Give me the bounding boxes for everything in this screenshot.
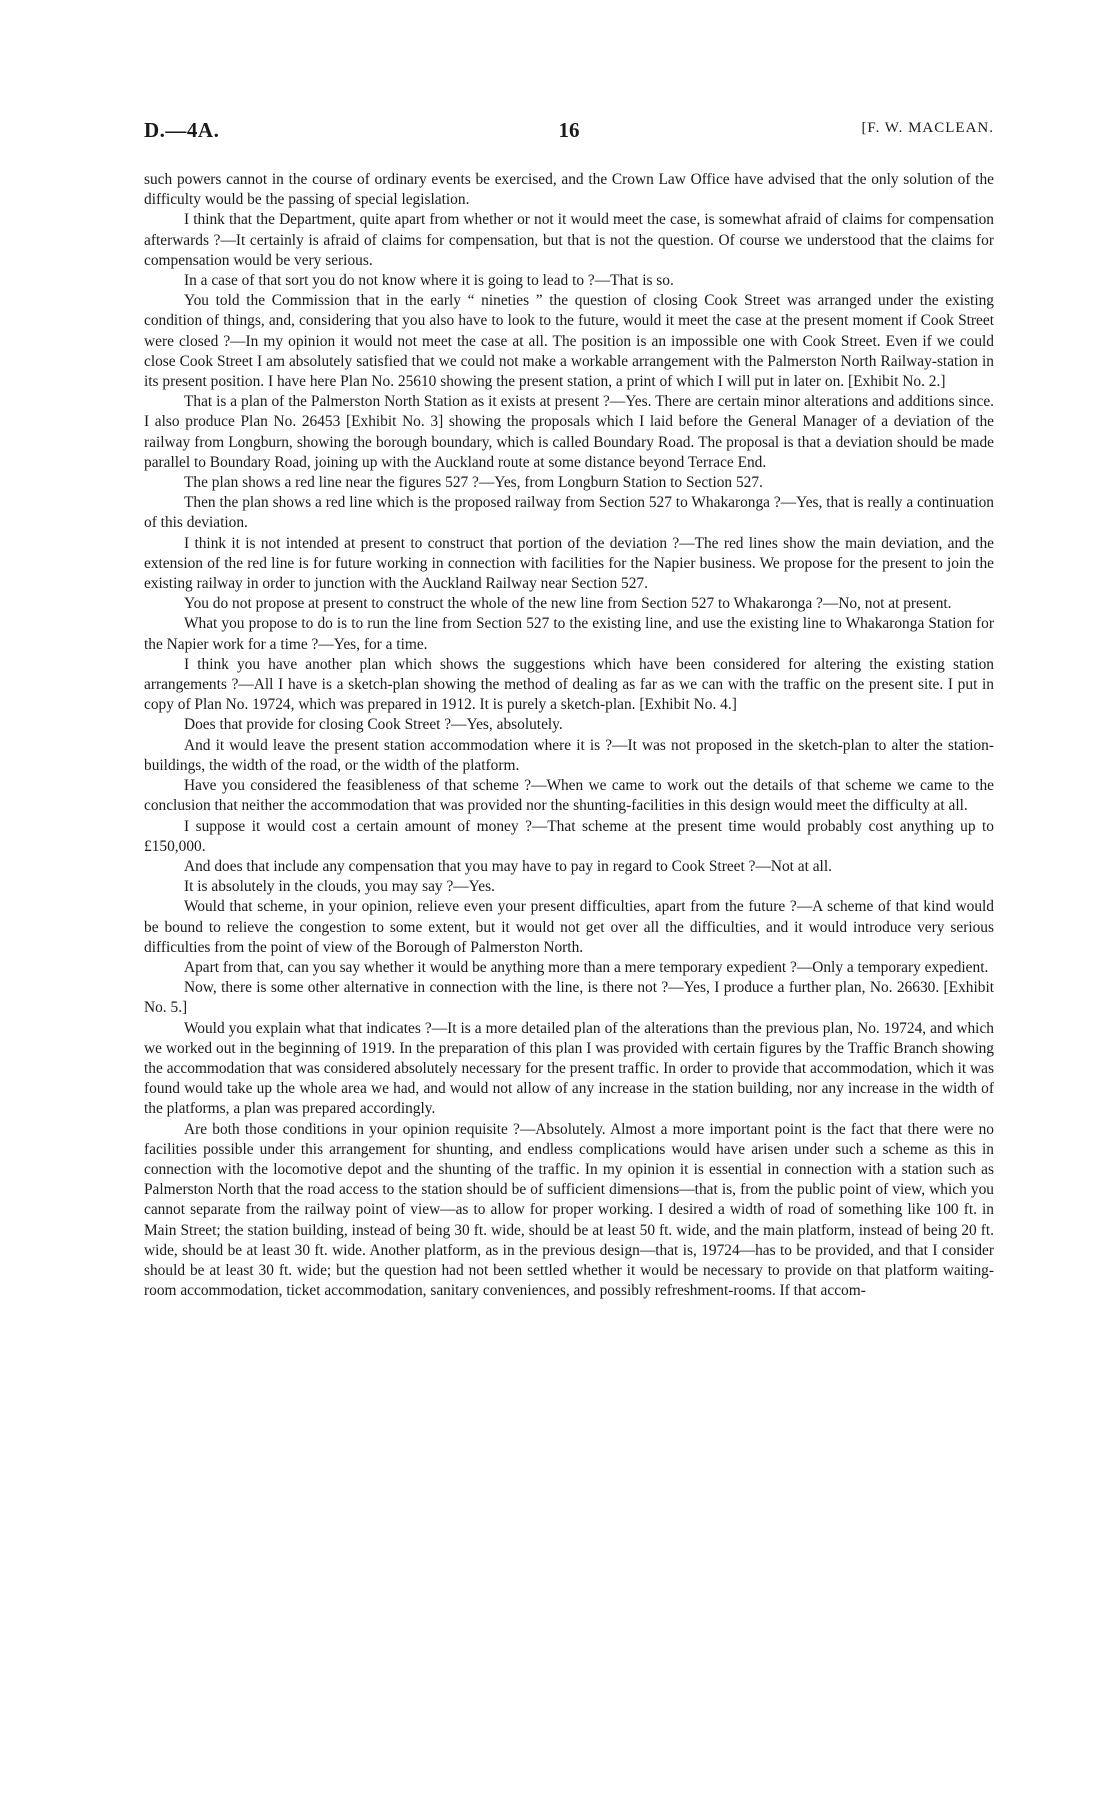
paragraph: I think it is not intended at present to construct that portion of the deviation ?—The red lines show the main deviation, and the extension of the red line is for future working in connection with facilities for the Napier business. We propose for the present to join the existing railway in order to junction with the Auckland Railway near Section 527. — [144, 534, 994, 593]
paragraph: You do not propose at present to construct the whole of the new line from Section 527 to Whakaronga ?—No, not at present. — [184, 595, 952, 613]
paragraph: I think that the Department, quite apart from whether or not it would meet the case, is somewhat afraid of claims for compensation afterwards ?—It certainly is afraid of claims for compensation, but that is not the question. Of course we understood that the claims for compensation would be very serious. — [144, 211, 994, 269]
page-number: 16 — [558, 118, 580, 142]
document-reference: D.—4A. — [144, 118, 220, 142]
paragraph: The plan shows a red line near the figures 527 ?—Yes, from Longburn Station to Section 527. — [184, 474, 763, 492]
paragraph: And does that include any compensation that you may have to pay in regard to Cook Street ?—Not at all. — [184, 857, 832, 875]
paragraph: Would that scheme, in your opinion, relieve even your present difficulties, apart from the future ?—A scheme of that kind would be bound to relieve the congestion to some extent, but it would not get over all the difficulties, and it would introduce very serious difficulties from the point of view of the Borough of Palmerston North. — [144, 898, 994, 956]
paragraph: Apart from that, can you say whether it would be anything more than a mere temporary expedient ?—Only a temporary expedient. — [184, 958, 989, 976]
paragraph: Have you considered the feasibleness of that scheme ?—When we came to work out the details of that scheme we came to the conclusion that neither the accommodation that was provided nor the shunting-facilities in this design would meet the difficulty at all. — [144, 777, 994, 815]
paragraph: And it would leave the present station accommodation where it is ?—It was not proposed in the sketch-plan to alter the station-buildings, the width of the road, or the width of the platform. — [144, 736, 994, 774]
paragraph: That is a plan of the Palmerston North Station as it exists at present ?—Yes. There are certain minor alterations and additions since. I also produce Plan No. 26453 [Exhibit No. 3] showing the proposals which I laid before the General Manager of a deviation of the railway from Longburn, showing the borough boundary, which is called Boundary Road. The proposal is that a deviation should be made parallel to Boundary Road, joining up with the Auckland route at some distance beyond Terrace End. — [144, 393, 994, 471]
witness-name: [F. W. MACLEAN. — [861, 120, 994, 136]
paragraph: Then the plan shows a red line which is the proposed railway from Section 527 to Whakaronga ?—Yes, that is really a continuation of this deviation. — [144, 494, 994, 532]
page-header — [144, 118, 994, 148]
paragraph: Now, there is some other alternative in connection with the line, is there not ?—Yes, I produce a further plan, No. 26630. [Exhibit No. 5.] — [144, 979, 994, 1017]
paragraph: Would you explain what that indicates ?—It is a more detailed plan of the alterations than the previous plan, No. 19724, and which we worked out in the beginning of 1919. In the preparation of this plan I was provided with certain figures by the Traffic Branch showing the accommodation that was considered absolutely necessary for the present traffic. In order to provide that accommodation, which it was found would take up the whole area we had, and would not allow of any increase in the station building, nor any increase in the width of the platforms, a plan was prepared accordingly. — [144, 1019, 994, 1118]
document-page — [144, 118, 994, 1301]
document-body — [144, 170, 994, 1301]
paragraph: Does that provide for closing Cook Street ?—Yes, absolutely. — [184, 716, 563, 734]
paragraph: such powers cannot in the course of ordinary events be exercised, and the Crown Law Office have advised that the only solution of the difficulty would be the passing of special legislation. — [144, 171, 994, 209]
paragraph: I suppose it would cost a certain amount of money ?—That scheme at the present time would probably cost anything up to £150,000. — [144, 817, 994, 855]
paragraph: It is absolutely in the clouds, you may say ?—Yes. — [184, 878, 495, 896]
paragraph: You told the Commission that in the early “ nineties ” the question of closing Cook Street was arranged under the existing condition of things, and, considering that you also have to look to the future, would it meet the case at the present moment if Cook Street were closed ?—In my opinion it would not meet the case at all. The position is an impossible one with Cook Street. Even if we could close Cook Street I am absolutely satisfied that we could not make a workable arrangement with the Palmerston North Railway-station in its present position. I have here Plan No. 25610 showing the present station, a print of which I will put in later on. [Exhibit No. 2.] — [144, 292, 994, 391]
paragraph: Are both those conditions in your opinion requisite ?—Absolutely. Almost a more important point is the fact that there were no facilities possible under this arrangement for shunting, and endless complications would have arisen under such a scheme as this in connection with the locomotive depot and the shunting of the traffic. In my opinion it is essential in connection with a station such as Palmerston North that the road access to the station should be of sufficient dimensions—that is, from the public point of view, which you cannot separate from the railway point of view—as to allow for proper working. I desired a width of road of something like 100 ft. in Main Street; the station building, instead of being 30 ft. wide, should be at least 50 ft. wide, and the main platform, instead of being 20 ft. wide, should be at least 30 ft. wide. Another platform, as in the previous design—that is, 19724—has to be provided, and that I consider should be at least 30 ft. wide; but the question had not been settled whether it would be necessary to provide on that platform waiting-room accommodation, ticket accommodation, sanitary conveniences, and possibly refreshment-rooms. If that accom- — [144, 1120, 994, 1300]
paragraph: In a case of that sort you do not know where it is going to lead to ?—That is so. — [184, 272, 674, 290]
paragraph: What you propose to do is to run the line from Section 527 to the existing line, and use the existing line to Whakaronga Station for the Napier work for a time ?—Yes, for a time. — [144, 615, 994, 653]
paragraph: I think you have another plan which shows the suggestions which have been considered for altering the existing station arrangements ?—All I have is a sketch-plan showing the method of dealing as far as we can with the traffic on the present site. I put in copy of Plan No. 19724, which was prepared in 1912. It is purely a sketch-plan. [Exhibit No. 4.] — [144, 655, 994, 714]
